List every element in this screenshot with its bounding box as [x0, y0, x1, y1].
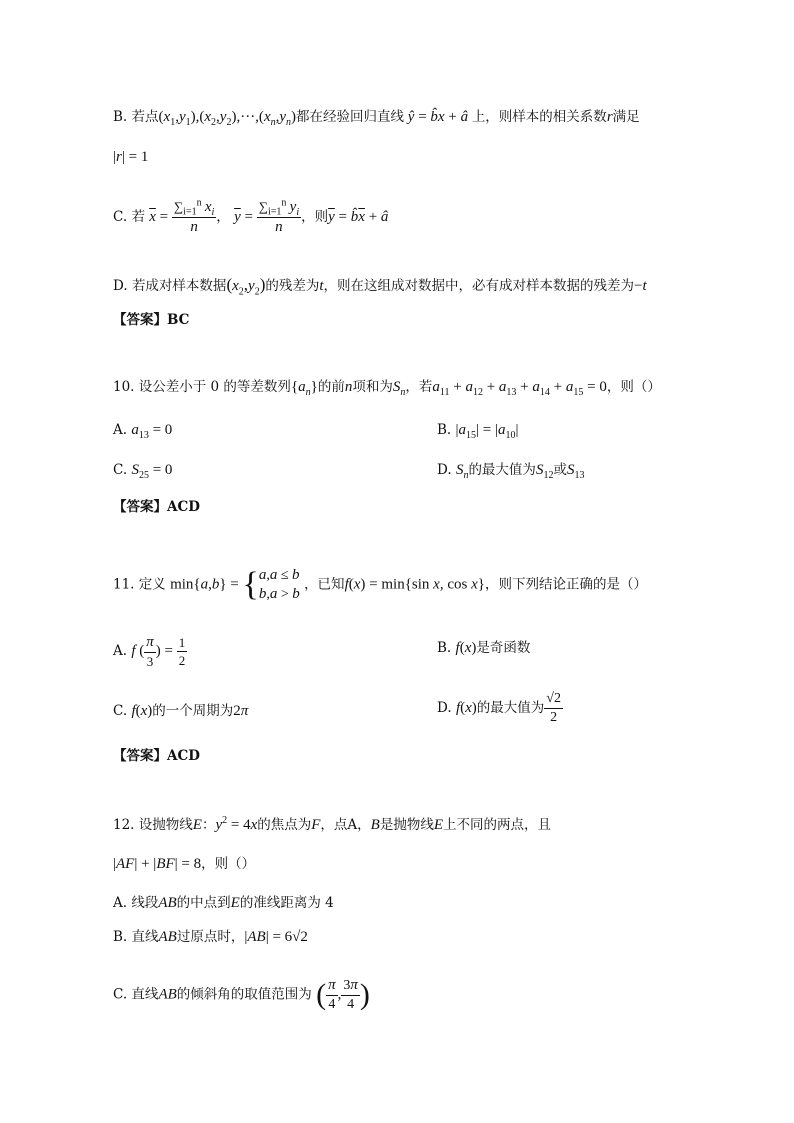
q9-option-b-cont: |r| = 1: [113, 149, 149, 165]
q9-answer: 【答案】BC: [113, 312, 190, 328]
q11-option-c: C. f(x)的一个周期为2π: [113, 703, 249, 719]
q10-option-a: A. $a_{13} = 0$: [113, 422, 173, 441]
q10-stem: 10. 设公差小于 0 的等差数列$\{a_n\}$的前n项和为$S_n$，若$a_{11} + a_{12} + a_{13} + a_{14} + a_{15} = 0$，则（）: [113, 379, 661, 398]
q12-stem-cont: |AF| + |BF| = 8，则（）: [113, 856, 256, 872]
q10-answer: 【答案】ACD: [113, 499, 200, 515]
q9-option-b: B. 若点$(x_1,y_1),(x_2,y_2),\cdot\cdot\cdot,(x_n,y_n)$都在经验回归直线 ŷ = b̂x + â 上，则样本的相关系数r满足: [113, 109, 640, 128]
q11-option-a: A. f ( $\frac{\pi}{3}$ ) = $\frac{1}{2}$: [113, 634, 186, 669]
q12-option-b: B. 直线AB过原点时，|AB| = 6√2: [113, 929, 308, 945]
q9-option-c: C. 若 $\overline{x}$ = $\frac{\sum_{i=1}^n x_i}{n}$ ， $\overline{y}$ = $\frac{\sum_{i=1}^n y_i}{n}$ ，则$\overline{y}$ = $b̂\overline{x}$ + â: [113, 197, 389, 235]
q12-option-c: C. 直线AB的倾斜角的取值范围为 ( $\frac{\pi}{4}$ , $\frac{3\pi}{4}$ ): [113, 977, 370, 1012]
q12-stem: 12. 设抛物线E：$y^2 = 4x$的焦点为F，点A，B是抛物线E上不同的两点，且: [113, 815, 552, 833]
q11-option-d: D. f(x)的最大值为 $\frac{√2}{2}$: [437, 691, 561, 725]
q12-option-a: A. 线段AB的中点到E的准线距离为 4: [113, 895, 334, 911]
q10-option-c: C. $S_{25} = 0$: [113, 462, 173, 481]
q11-answer: 【答案】ACD: [113, 748, 200, 764]
q11-stem: 11. 定义 min{a,b} = { a,a ≤ b b,a > b ，已知f(x) = min{sin x, cos x}，则下列结论正确的是（）: [113, 566, 647, 603]
q10-option-d: D. $S_n$的最大值为$S_{12}$或$S_{13}$: [437, 462, 585, 481]
q10-option-b: B. $|a_{15}| = |a_{10}|$: [437, 422, 519, 441]
q9-option-d: D. 若成对样本数据$(x_2,y_2)$的残差为t，则在这组成对数据中，必有成对样本数据的残差为−t: [113, 275, 647, 298]
q11-option-b: B. f(x)是奇函数: [437, 640, 531, 656]
